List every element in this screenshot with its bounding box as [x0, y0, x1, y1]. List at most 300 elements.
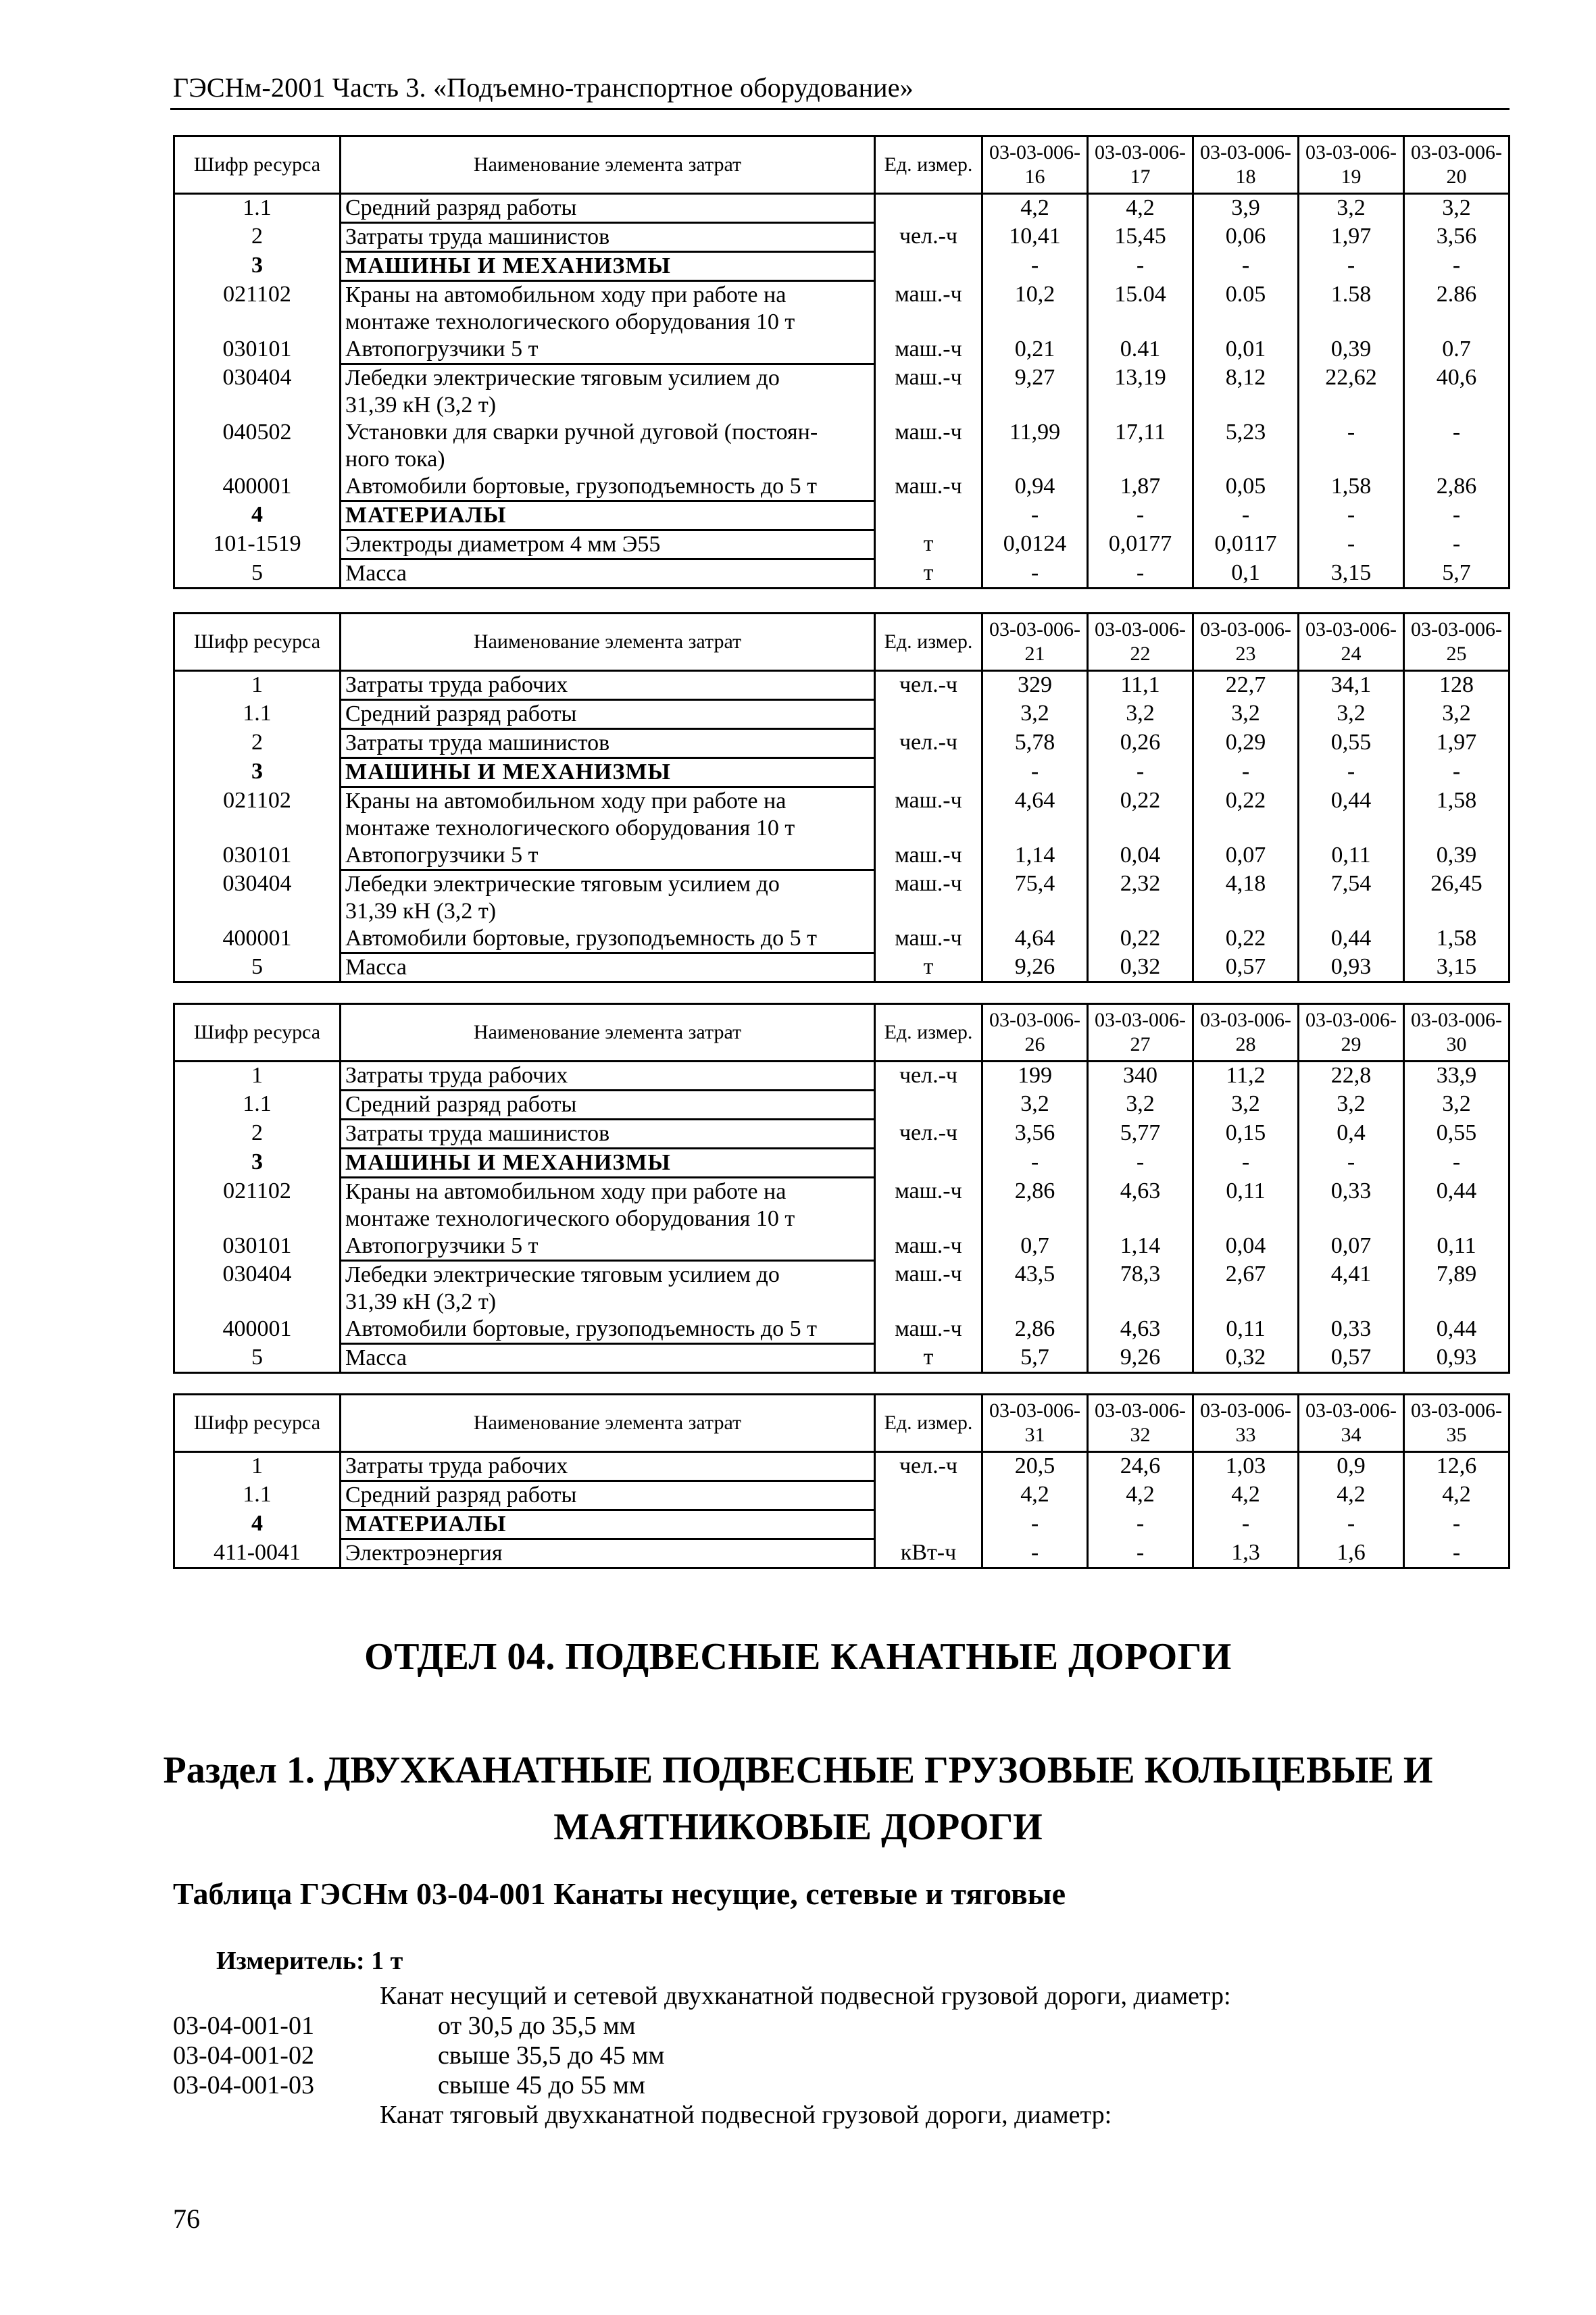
- column-header-norm-code: 03-03-006-16: [982, 136, 1088, 194]
- column-header-norm-code: 03-03-006-18: [1193, 136, 1299, 194]
- value-cell: 0,1: [1193, 559, 1299, 589]
- table-row: [174, 419, 1510, 473]
- resource-name-cell: [341, 1149, 875, 1178]
- column-header-norm-code: 03-03-006-24: [1299, 614, 1404, 671]
- unit-cell: чел.-ч: [875, 223, 982, 252]
- value-cell: 5,7: [982, 1344, 1088, 1373]
- value-cell: 0,26: [1088, 729, 1193, 758]
- value-cell: 4,64: [982, 925, 1088, 953]
- value-cell: 128: [1404, 671, 1510, 700]
- resource-code-cell: 400001: [174, 1316, 341, 1344]
- value-cell: 0,44: [1404, 1178, 1510, 1233]
- value-cell: 3,2: [1404, 1091, 1510, 1120]
- resource-name-cell: [341, 336, 875, 364]
- resource-name-line: Масса: [345, 1345, 407, 1370]
- unit-cell: т: [875, 530, 982, 559]
- resource-name-cell: [341, 1452, 875, 1481]
- resource-code-cell: 2: [174, 729, 341, 758]
- meter-line: [216, 1946, 403, 1976]
- value-cell: 1,14: [982, 842, 1088, 870]
- table-row: [174, 1178, 1510, 1233]
- value-cell: -: [1299, 758, 1404, 787]
- resource-name-cell: [341, 1178, 875, 1233]
- unit-cell: [875, 1481, 982, 1510]
- value-cell: -: [1193, 758, 1299, 787]
- unit-cell: чел.-ч: [875, 671, 982, 700]
- resource-name-line: Автопогрузчики 5 т: [345, 1233, 539, 1258]
- table-row: [174, 1062, 1510, 1091]
- resource-code-cell: 2: [174, 1120, 341, 1149]
- value-cell: -: [1088, 252, 1193, 281]
- unit-cell: т: [875, 1344, 982, 1373]
- value-cell: 1,58: [1404, 925, 1510, 953]
- value-cell: 1.58: [1299, 281, 1404, 337]
- column-header-norm-code: 03-03-006-30: [1404, 1004, 1510, 1062]
- unit-cell: маш.-ч: [875, 1261, 982, 1316]
- value-cell: 1,3: [1193, 1539, 1299, 1568]
- value-cell: 26,45: [1404, 870, 1510, 926]
- resource-code-cell: 3: [174, 758, 341, 787]
- norm-description: от 30,5 до 35,5 мм: [438, 2012, 636, 2040]
- value-cell: 3,15: [1299, 559, 1404, 589]
- table-row: [174, 281, 1510, 337]
- column-header-name: Наименование элемента затрат: [341, 1395, 875, 1452]
- value-cell: 4,2: [1193, 1481, 1299, 1510]
- column-header-code: Шифр ресурса: [174, 136, 341, 194]
- value-cell: -: [1088, 1149, 1193, 1178]
- value-cell: 3,2: [1088, 1091, 1193, 1120]
- column-header-norm-code: 03-03-006-19: [1299, 136, 1404, 194]
- resource-name-line: Лебедки электрические тяговым усилием до: [345, 366, 780, 391]
- value-cell: 0.41: [1088, 336, 1193, 364]
- resource-name-line: Масса: [345, 955, 407, 980]
- resource-name-line: Средний разряд работы: [345, 1092, 577, 1117]
- column-header-norm-code: 03-03-006-27: [1088, 1004, 1193, 1062]
- value-cell: 1,97: [1299, 223, 1404, 252]
- column-header-unit: Ед. измер.: [875, 1004, 982, 1062]
- resource-code-cell: 400001: [174, 473, 341, 501]
- value-cell: -: [1404, 1539, 1510, 1568]
- unit-cell: маш.-ч: [875, 842, 982, 870]
- value-cell: 5,78: [982, 729, 1088, 758]
- value-cell: 0,39: [1299, 336, 1404, 364]
- value-cell: 4,2: [1404, 1481, 1510, 1510]
- column-header-norm-code: 03-03-006-29: [1299, 1004, 1404, 1062]
- table-row: [174, 1091, 1510, 1120]
- table-row: [174, 700, 1510, 729]
- value-cell: 1,6: [1299, 1539, 1404, 1568]
- resource-name-cell: [341, 252, 875, 281]
- value-cell: -: [1299, 501, 1404, 530]
- table-row: [174, 336, 1510, 364]
- table-row: [174, 870, 1510, 926]
- value-cell: 3,56: [982, 1120, 1088, 1149]
- resource-name-line: Затраты труда машинистов: [345, 1121, 610, 1146]
- value-cell: 3,2: [1299, 1091, 1404, 1120]
- value-cell: 11,99: [982, 419, 1088, 473]
- resource-name-line: МАШИНЫ И МЕХАНИЗМЫ: [345, 1150, 671, 1175]
- section-title-line-1: Раздел 1. ДВУХКАНАТНЫЕ ПОДВЕСНЫЕ ГРУЗОВЫЕ КОЛЬЦЕВЫЕ И: [163, 1749, 1433, 1791]
- column-header-norm-code: 03-03-006-17: [1088, 136, 1193, 194]
- value-cell: 1,97: [1404, 729, 1510, 758]
- value-cell: 0,22: [1088, 787, 1193, 843]
- resource-name-cell: [341, 419, 875, 473]
- table-row: [174, 1510, 1510, 1539]
- value-cell: 0.05: [1193, 281, 1299, 337]
- column-header-unit: Ед. измер.: [875, 614, 982, 671]
- value-cell: -: [1193, 501, 1299, 530]
- unit-cell: [875, 1510, 982, 1539]
- value-cell: 9,26: [982, 953, 1088, 982]
- meter-value: 1 т: [371, 1947, 403, 1975]
- value-cell: 4,41: [1299, 1261, 1404, 1316]
- value-cell: 0,06: [1193, 223, 1299, 252]
- value-cell: 0,04: [1193, 1233, 1299, 1261]
- resource-name-cell: [341, 870, 875, 926]
- unit-cell: маш.-ч: [875, 473, 982, 501]
- value-cell: 4,2: [982, 194, 1088, 223]
- value-cell: 10,2: [982, 281, 1088, 337]
- section-title-line-2: МАЯТНИКОВЫЕ ДОРОГИ: [553, 1806, 1043, 1848]
- resource-code-cell: 4: [174, 501, 341, 530]
- value-cell: 4,2: [982, 1481, 1088, 1510]
- value-cell: 22,8: [1299, 1062, 1404, 1091]
- value-cell: -: [1404, 1510, 1510, 1539]
- value-cell: 34,1: [1299, 671, 1404, 700]
- value-cell: 11,1: [1088, 671, 1193, 700]
- value-cell: 0,15: [1193, 1120, 1299, 1149]
- resource-name-cell: [341, 700, 875, 729]
- value-cell: 17,11: [1088, 419, 1193, 473]
- value-cell: 78,3: [1088, 1261, 1193, 1316]
- value-cell: 0,33: [1299, 1316, 1404, 1344]
- value-cell: 20,5: [982, 1452, 1088, 1481]
- value-cell: 3,2: [1193, 1091, 1299, 1120]
- value-cell: -: [1404, 419, 1510, 473]
- table-header-row: [174, 136, 1510, 194]
- value-cell: 5,23: [1193, 419, 1299, 473]
- resource-code-cell: 040502: [174, 419, 341, 473]
- resource-name-line: Затраты труда машинистов: [345, 224, 610, 249]
- value-cell: 3,56: [1404, 223, 1510, 252]
- value-cell: 2,86: [982, 1316, 1088, 1344]
- unit-cell: т: [875, 953, 982, 982]
- resource-name-cell: [341, 281, 875, 337]
- resource-code-cell: 030404: [174, 870, 341, 926]
- column-header-code: Шифр ресурса: [174, 1004, 341, 1062]
- resource-code-cell: 2: [174, 223, 341, 252]
- resource-name-cell: [341, 1091, 875, 1120]
- resource-name-line: Установки для сварки ручной дуговой (постоян-: [345, 420, 818, 445]
- value-cell: 15.04: [1088, 281, 1193, 337]
- table-header-row: [174, 1004, 1510, 1062]
- resource-code-cell: 021102: [174, 281, 341, 337]
- unit-cell: чел.-ч: [875, 1062, 982, 1091]
- value-cell: 75,4: [982, 870, 1088, 926]
- resource-name-line: Средний разряд работы: [345, 195, 577, 220]
- value-cell: 0,22: [1088, 925, 1193, 953]
- value-cell: 7,54: [1299, 870, 1404, 926]
- column-header-norm-code: 03-03-006-26: [982, 1004, 1088, 1062]
- unit-cell: маш.-ч: [875, 787, 982, 843]
- value-cell: -: [1299, 419, 1404, 473]
- value-cell: 0,11: [1193, 1316, 1299, 1344]
- column-header-unit: Ед. измер.: [875, 136, 982, 194]
- column-header-norm-code: 03-03-006-33: [1193, 1395, 1299, 1452]
- resource-code-cell: 030101: [174, 1233, 341, 1261]
- resource-code-cell: 101-1519: [174, 530, 341, 559]
- unit-cell: кВт-ч: [875, 1539, 982, 1568]
- resource-code-cell: 030101: [174, 336, 341, 364]
- table-row: [174, 1316, 1510, 1344]
- resource-code-cell: 1: [174, 671, 341, 700]
- value-cell: -: [982, 559, 1088, 589]
- column-header-name: Наименование элемента затрат: [341, 136, 875, 194]
- value-cell: -: [1193, 1149, 1299, 1178]
- section-title: [0, 1742, 1596, 1856]
- value-cell: 3,2: [982, 1091, 1088, 1120]
- value-cell: 1,14: [1088, 1233, 1193, 1261]
- column-header-norm-code: 03-03-006-23: [1193, 614, 1299, 671]
- value-cell: -: [982, 758, 1088, 787]
- value-cell: 24,6: [1088, 1452, 1193, 1481]
- resource-name-cell: [341, 473, 875, 501]
- value-cell: 4,64: [982, 787, 1088, 843]
- resource-name-cell: [341, 842, 875, 870]
- value-cell: 3,15: [1404, 953, 1510, 982]
- value-cell: 2.86: [1404, 281, 1510, 337]
- resource-name-line: Электроэнергия: [345, 1541, 503, 1566]
- resource-code-cell: 3: [174, 1149, 341, 1178]
- value-cell: -: [1299, 1510, 1404, 1539]
- unit-cell: маш.-ч: [875, 281, 982, 337]
- value-cell: -: [1299, 530, 1404, 559]
- running-header: ГЭСНм-2001 Часть 3. «Подъемно-транспортное оборудование»: [173, 72, 914, 103]
- unit-cell: маш.-ч: [875, 364, 982, 420]
- resource-name-cell: [341, 1344, 875, 1373]
- resource-name-line: Краны на автомобильном ходу при работе на: [345, 789, 787, 814]
- resource-name-line: Электроды диаметром 4 мм Э55: [345, 532, 661, 557]
- header-rule: [170, 108, 1510, 110]
- resource-code-cell: 3: [174, 252, 341, 281]
- value-cell: 5,77: [1088, 1120, 1193, 1149]
- column-header-norm-code: 03-03-006-35: [1404, 1395, 1510, 1452]
- value-cell: 0,9: [1299, 1452, 1404, 1481]
- resource-name-cell: [341, 758, 875, 787]
- unit-cell: [875, 1091, 982, 1120]
- value-cell: -: [1088, 1510, 1193, 1539]
- norm-code: 03-04-001-03: [173, 2071, 314, 2099]
- resource-name-line: МАТЕРИАЛЫ: [345, 503, 507, 528]
- resource-name-line: Затраты труда рабочих: [345, 1453, 568, 1478]
- value-cell: -: [982, 252, 1088, 281]
- unit-cell: маш.-ч: [875, 925, 982, 953]
- value-cell: 3,2: [1404, 194, 1510, 223]
- resource-code-cell: 1: [174, 1452, 341, 1481]
- value-cell: 0,93: [1404, 1344, 1510, 1373]
- unit-cell: маш.-ч: [875, 870, 982, 926]
- table-row: [174, 252, 1510, 281]
- value-cell: 3,2: [1299, 700, 1404, 729]
- value-cell: -: [1299, 252, 1404, 281]
- column-header-norm-code: 03-03-006-25: [1404, 614, 1510, 671]
- resource-table-4: [173, 1393, 1510, 1569]
- table-row: [174, 787, 1510, 843]
- value-cell: 0.7: [1404, 336, 1510, 364]
- table-row: [174, 194, 1510, 223]
- value-cell: 0,33: [1299, 1178, 1404, 1233]
- value-cell: 43,5: [982, 1261, 1088, 1316]
- group-description-2: Канат тяговый двухканатной подвесной грузовой дороги, диаметр:: [380, 2101, 1112, 2129]
- resource-code-cell: 1.1: [174, 1481, 341, 1510]
- resource-name-cell: [341, 1261, 875, 1316]
- value-cell: 0,32: [1193, 1344, 1299, 1373]
- column-header-norm-code: 03-03-006-34: [1299, 1395, 1404, 1452]
- table-row: [174, 1344, 1510, 1373]
- value-cell: 0,22: [1193, 925, 1299, 953]
- value-cell: 9,27: [982, 364, 1088, 420]
- column-header-norm-code: 03-03-006-22: [1088, 614, 1193, 671]
- table-row: [174, 364, 1510, 420]
- value-cell: 9,26: [1088, 1344, 1193, 1373]
- resource-name-cell: [341, 671, 875, 700]
- resource-name-cell: [341, 787, 875, 843]
- value-cell: 0,11: [1299, 842, 1404, 870]
- column-header-norm-code: 03-03-006-20: [1404, 136, 1510, 194]
- value-cell: 4,63: [1088, 1178, 1193, 1233]
- value-cell: 8,12: [1193, 364, 1299, 420]
- value-cell: 4,18: [1193, 870, 1299, 926]
- value-cell: -: [1404, 252, 1510, 281]
- resource-name-line: Краны на автомобильном ходу при работе на: [345, 1179, 787, 1204]
- resource-name-line: Автомобили бортовые, грузоподъемность до 5 т: [345, 926, 818, 951]
- resource-name-cell: [341, 925, 875, 953]
- resource-name-cell: [341, 559, 875, 589]
- value-cell: -: [1088, 1539, 1193, 1568]
- resource-name-cell: [341, 1539, 875, 1568]
- resource-code-cell: 030404: [174, 364, 341, 420]
- resource-code-cell: 1.1: [174, 1091, 341, 1120]
- value-cell: 340: [1088, 1062, 1193, 1091]
- value-cell: 0,44: [1299, 925, 1404, 953]
- table-row: [174, 1481, 1510, 1510]
- table-row: [174, 1452, 1510, 1481]
- meter-label: Измеритель:: [216, 1947, 365, 1975]
- resource-name-line: Автомобили бортовые, грузоподъемность до 5 т: [345, 1316, 818, 1341]
- value-cell: 0,0124: [982, 530, 1088, 559]
- table-row: [174, 559, 1510, 589]
- value-cell: 0,39: [1404, 842, 1510, 870]
- resource-name-line: Затраты труда рабочих: [345, 672, 568, 697]
- value-cell: -: [982, 501, 1088, 530]
- value-cell: 329: [982, 671, 1088, 700]
- value-cell: -: [1088, 501, 1193, 530]
- table-row: [174, 223, 1510, 252]
- norm-code: 03-04-001-02: [173, 2041, 314, 2070]
- unit-cell: чел.-ч: [875, 1120, 982, 1149]
- value-cell: 4,2: [1299, 1481, 1404, 1510]
- value-cell: 0,07: [1299, 1233, 1404, 1261]
- column-header-name: Наименование элемента затрат: [341, 614, 875, 671]
- norm-description: свыше 45 до 55 мм: [438, 2071, 645, 2099]
- value-cell: 22,7: [1193, 671, 1299, 700]
- value-cell: -: [982, 1510, 1088, 1539]
- value-cell: 4,2: [1088, 194, 1193, 223]
- resource-name-line: МАШИНЫ И МЕХАНИЗМЫ: [345, 760, 671, 785]
- value-cell: -: [1404, 1149, 1510, 1178]
- unit-cell: маш.-ч: [875, 1316, 982, 1344]
- resource-name-line: Затраты труда рабочих: [345, 1063, 568, 1088]
- resource-name-cell: [341, 530, 875, 559]
- value-cell: 2,86: [1404, 473, 1510, 501]
- value-cell: 2,86: [982, 1178, 1088, 1233]
- value-cell: 1,03: [1193, 1452, 1299, 1481]
- resource-name-cell: [341, 1316, 875, 1344]
- value-cell: 0,21: [982, 336, 1088, 364]
- value-cell: 0,4: [1299, 1120, 1404, 1149]
- resource-name-line: Масса: [345, 561, 407, 586]
- resource-code-cell: 400001: [174, 925, 341, 953]
- value-cell: 199: [982, 1062, 1088, 1091]
- value-cell: 0,04: [1088, 842, 1193, 870]
- resource-table-1: [173, 135, 1510, 589]
- value-cell: 0,11: [1193, 1178, 1299, 1233]
- resource-code-cell: 021102: [174, 787, 341, 843]
- norm-table-title: Таблица ГЭСНм 03-04-001 Канаты несущие, сетевые и тяговые: [173, 1876, 1066, 1911]
- value-cell: -: [1404, 758, 1510, 787]
- value-cell: 1,58: [1404, 787, 1510, 843]
- value-cell: 0,0117: [1193, 530, 1299, 559]
- column-header-norm-code: 03-03-006-32: [1088, 1395, 1193, 1452]
- resource-name-line: 31,39 кН (3,2 т): [345, 393, 497, 418]
- column-header-norm-code: 03-03-006-31: [982, 1395, 1088, 1452]
- table-row: [174, 925, 1510, 953]
- resource-code-cell: 411-0041: [174, 1539, 341, 1568]
- value-cell: 0,55: [1404, 1120, 1510, 1149]
- resource-name-line: монтаже технологического оборудования 10 т: [345, 309, 795, 334]
- table-row: [174, 842, 1510, 870]
- table-row: [174, 1233, 1510, 1261]
- column-header-norm-code: 03-03-006-28: [1193, 1004, 1299, 1062]
- resource-table-2: [173, 612, 1510, 983]
- table-row: [174, 473, 1510, 501]
- resource-name-cell: [341, 729, 875, 758]
- unit-cell: [875, 758, 982, 787]
- table-row: [174, 1149, 1510, 1178]
- value-cell: 1,58: [1299, 473, 1404, 501]
- resource-name-line: Краны на автомобильном ходу при работе на: [345, 282, 787, 307]
- value-cell: 0,01: [1193, 336, 1299, 364]
- value-cell: 2,67: [1193, 1261, 1299, 1316]
- resource-code-cell: 021102: [174, 1178, 341, 1233]
- unit-cell: маш.-ч: [875, 336, 982, 364]
- resource-code-cell: 030101: [174, 842, 341, 870]
- value-cell: 15,45: [1088, 223, 1193, 252]
- department-title: ОТДЕЛ 04. ПОДВЕСНЫЕ КАНАТНЫЕ ДОРОГИ: [364, 1636, 1232, 1678]
- value-cell: 0,57: [1193, 953, 1299, 982]
- unit-cell: чел.-ч: [875, 1452, 982, 1481]
- value-cell: 0,55: [1299, 729, 1404, 758]
- resource-name-line: МАТЕРИАЛЫ: [345, 1512, 507, 1537]
- resource-code-cell: 1: [174, 1062, 341, 1091]
- resource-name-cell: [341, 953, 875, 982]
- resource-name-cell: [341, 223, 875, 252]
- resource-code-cell: 030404: [174, 1261, 341, 1316]
- resource-code-cell: 5: [174, 559, 341, 589]
- table-row: [174, 530, 1510, 559]
- resource-name-cell: [341, 1481, 875, 1510]
- resource-table-3: [173, 1003, 1510, 1374]
